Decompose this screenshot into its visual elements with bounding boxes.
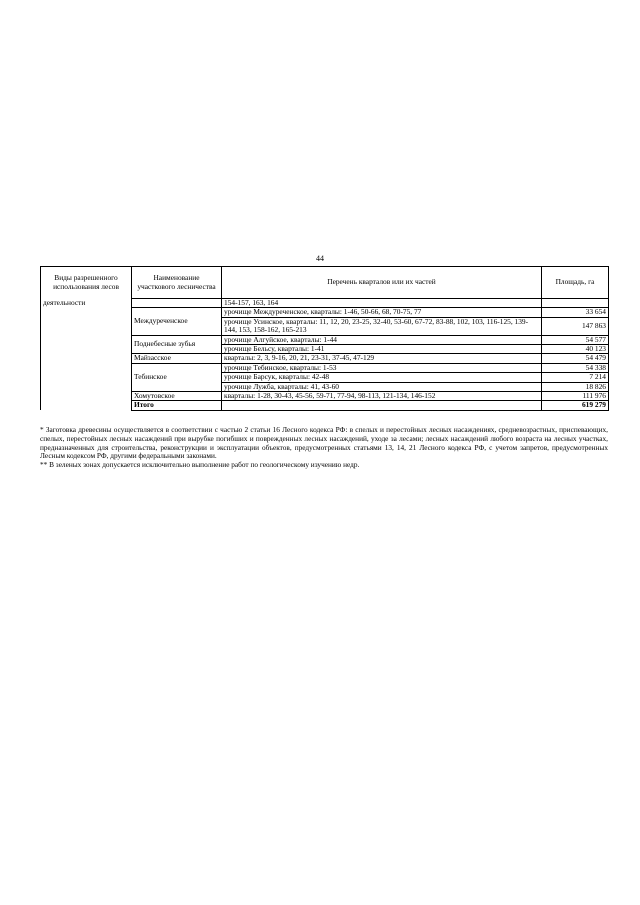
header-use: Виды разрешенного использования лесов [41, 267, 132, 299]
forestry-cell: Хомутовское [132, 392, 222, 401]
quarters-cell: кварталы: 1-28, 30-43, 45-56, 59-71, 77-94, 98-113, 121-134, 146-152 [222, 392, 542, 401]
forestry-cell [132, 299, 222, 308]
area-cell: 40 123 [542, 345, 609, 354]
quarters-cell [222, 401, 542, 410]
quarters-cell: кварталы: 2, 3, 9-16, 20, 21, 23-31, 37-45, 47-129 [222, 354, 542, 363]
header-forestry: Наименование участкового лесничества [132, 267, 222, 299]
forestry-cell: Междуреченское [132, 308, 222, 335]
area-cell: 111 976 [542, 392, 609, 401]
quarters-cell: урочище Алгуйское, кварталы: 1-44 [222, 335, 542, 344]
header-area: Площадь, га [542, 267, 609, 299]
forestry-cell: Тебинское [132, 363, 222, 391]
forest-quarters-table [40, 266, 609, 411]
area-cell: 54 577 [542, 335, 609, 344]
quarters-cell: урочище Междуреченское, кварталы: 1-46, 50-66, 68, 70-75, 77 [222, 308, 542, 317]
total-label: Итого [132, 401, 222, 410]
footnote-2: ** В зеленых зонах допускается исключительно выполнение работ по геологическому изучению недр. [40, 460, 360, 470]
page-number: 44 [316, 254, 324, 263]
use-cell: деятельности [41, 299, 132, 411]
area-cell: 147 863 [542, 317, 609, 335]
area-cell: 7 214 [542, 373, 609, 382]
footnotes [40, 426, 608, 470]
table-row [41, 299, 609, 308]
quarters-cell: 154-157, 163, 164 [222, 299, 542, 308]
header-quarters: Перечень кварталов или их частей [222, 267, 542, 299]
quarters-cell: урочище Усинское, кварталы: 11, 12, 20, 23-25, 32-40, 53-60, 67-72, 83-88, 102, 103, 116-125, 139-144, 153, 158-162, 165-213 [222, 317, 542, 335]
total-area: 619 279 [542, 401, 609, 410]
area-cell: 18 826 [542, 382, 609, 391]
quarters-cell: урочище Тебинское, кварталы: 1-53 [222, 363, 542, 372]
area-cell: 54 479 [542, 354, 609, 363]
forestry-cell: Майзасское [132, 354, 222, 363]
footnote-1: * Заготовка древесины осуществляется в соответствии с частью 2 статьи 16 Лесного кодекса РФ: в спелых и перестойных лесных насаждениях, средневозрастных, приспевающих, спелых, перестойных лесных насаждений при вырубке погибших и поврежденных лесных насаждений, уходе за лесами; лесных насаждений любого возраста на лесных участках, предназначенных для строительства, реконструкции и эксплуатации объектов, предусмотренных статьями 13, 14, 21 Лесного кодекса РФ, с учетом запретов, предусмотренных Лесным кодексом РФ, другими федеральными законами. [40, 425, 608, 461]
area-cell: 33 654 [542, 308, 609, 317]
quarters-cell: урочище Бельсу, кварталы: 1-41 [222, 345, 542, 354]
quarters-cell: урочище Лужба, кварталы: 41, 43-60 [222, 382, 542, 391]
area-cell: 54 338 [542, 363, 609, 372]
quarters-cell: урочище Барсук, кварталы: 42-48 [222, 373, 542, 382]
forestry-cell: Поднебесные зубья [132, 335, 222, 354]
table-header-row [41, 267, 609, 299]
area-cell [542, 299, 609, 308]
